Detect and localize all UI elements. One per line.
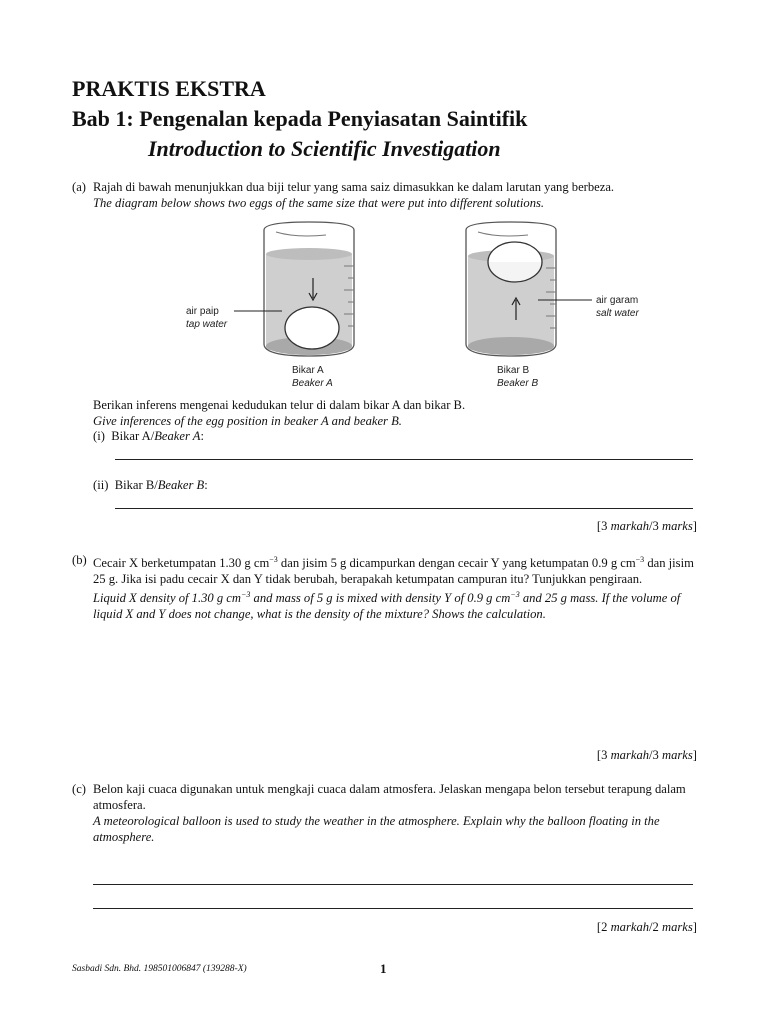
- question-c-text-ms: Belon kaji cuaca digunakan untuk mengkaji cuaca dalam atmosfera. Jelaskan mengapa belon tersebut terapung dalam atmosfera.: [93, 782, 686, 812]
- worksheet-title: PRAKTIS EKSTRA: [72, 76, 266, 101]
- answer-line-a-ii[interactable]: [115, 508, 693, 509]
- marks-c-close: ]: [692, 920, 697, 934]
- tap-water-label: air paip: [186, 306, 219, 317]
- marks-b-ms: markah: [610, 748, 650, 762]
- density-exponent: −3: [635, 555, 645, 564]
- sub-question-ii-label: (ii): [93, 478, 109, 492]
- question-b-label: (b): [72, 553, 87, 567]
- density-exponent: −3: [510, 590, 520, 600]
- question-b-en-part1: Liquid X density of 1.30 g cm: [93, 591, 241, 606]
- question-a-label: (a): [72, 180, 86, 194]
- question-c-text-en: A meteorological balloon is used to study the weather in the atmosphere. Explain why the balloon floating in the atmosphere.: [93, 814, 660, 844]
- question-b-en-part2: and mass of 5 g is mixed with density Y of 0.9 g cm: [250, 591, 511, 606]
- question-b-ms-part1: Cecair X berketumpatan 1.30 g cm: [93, 556, 270, 571]
- sub-question-ii-ms: Bikar B/: [114, 478, 158, 492]
- sub-question-ii-en: Beaker B: [157, 478, 205, 492]
- tap-water-label-en: tap water: [186, 319, 228, 330]
- density-exponent: −3: [240, 590, 251, 600]
- marks-a-ms: markah: [610, 519, 650, 533]
- question-c-label: (c): [72, 782, 86, 796]
- chapter-title-english: Introduction to Scientific Investigation: [148, 136, 501, 161]
- egg-b-top: [488, 242, 542, 262]
- marks-b-close: ]: [692, 748, 697, 762]
- question-b-ms-part2: dan jisim 5 g dicampurkan dengan cecair Y yang ketumpatan 0.9 g cm: [277, 556, 636, 571]
- page-number: 1: [380, 961, 387, 976]
- marks-c-en: marks: [662, 920, 693, 934]
- beaker-a: [234, 222, 354, 356]
- marks-c-open: [2: [596, 920, 611, 934]
- question-a-text-en: The diagram below shows two eggs of the same size that were put into different solutions.: [93, 196, 545, 210]
- question-a-text-ms: Rajah di bawah menunjukkan dua biji telur yang sama saiz dimasukkan ke dalam larutan yang berbeza.: [93, 180, 615, 194]
- marks-a: [597, 519, 697, 534]
- egg-a: [285, 307, 339, 349]
- sub-question-i-ms: Bikar A/: [111, 429, 155, 443]
- marks-a-slash: /3: [649, 519, 662, 533]
- salt-water-label-en: salt water: [596, 308, 639, 319]
- density-exponent: −3: [269, 555, 278, 564]
- marks-a-open: [3: [596, 519, 611, 533]
- question-b-ms-part3: dan jisim 25 g. Jika isi padu cecair X dan Y tidak berubah, berapakah ketumpatan campuran itu? Tunjukkan pengiraan.: [93, 556, 694, 587]
- marks-b-slash: /3: [649, 748, 662, 762]
- sub-question-ii-colon: :: [204, 478, 208, 492]
- marks-c: [597, 920, 697, 935]
- question-b-text-en: [93, 587, 698, 622]
- beaker-b-label-en: Beaker B: [497, 378, 539, 389]
- beaker-a-spout: [276, 232, 326, 236]
- answer-line-c-2[interactable]: [93, 908, 693, 909]
- marks-b-open: [3: [596, 748, 611, 762]
- beakers-diagram: [176, 218, 676, 396]
- inference-prompt-en: Give inferences of the egg position in beaker A and beaker B.: [93, 414, 402, 428]
- answer-line-a-i[interactable]: [115, 459, 693, 460]
- beaker-a-label-en: Beaker A: [292, 378, 333, 389]
- beaker-a-label: Bikar A: [292, 365, 324, 376]
- question-b-text-ms: [93, 552, 698, 587]
- marks-a-close: ]: [692, 519, 697, 533]
- answer-line-c-1[interactable]: [93, 884, 693, 885]
- beaker-b-label: Bikar B: [497, 365, 530, 376]
- marks-b: [597, 748, 697, 763]
- sub-question-i-en: Beaker A: [154, 429, 201, 443]
- marks-b-en: marks: [662, 748, 693, 762]
- sub-question-i-label: (i): [93, 429, 105, 443]
- marks-a-en: marks: [662, 519, 693, 533]
- inference-prompt-ms: Berikan inferens mengenai kedudukan telur di dalam bikar A dan bikar B.: [93, 398, 466, 412]
- publisher-footer: Sasbadi Sdn. Bhd. 198501006847 (139288-X): [72, 964, 247, 974]
- beaker-b-spout: [478, 232, 528, 236]
- beaker-a-water-surface: [266, 248, 352, 260]
- beaker-b: [466, 222, 592, 356]
- marks-c-slash: /2: [649, 920, 662, 934]
- sub-question-i: [93, 429, 204, 444]
- marks-c-ms: markah: [610, 920, 650, 934]
- beaker-b-bottom-shade: [468, 337, 554, 355]
- chapter-title: Bab 1: Pengenalan kepada Penyiasatan Saintifik: [72, 106, 528, 131]
- sub-question-ii: [93, 478, 208, 493]
- salt-water-label: air garam: [596, 295, 639, 306]
- question-b-en-part3: and 25 g mass. If the volume of liquid X and Y does not change, what is the density of the mixture? Shows the calculation.: [93, 591, 681, 622]
- sub-question-i-colon: :: [200, 429, 204, 443]
